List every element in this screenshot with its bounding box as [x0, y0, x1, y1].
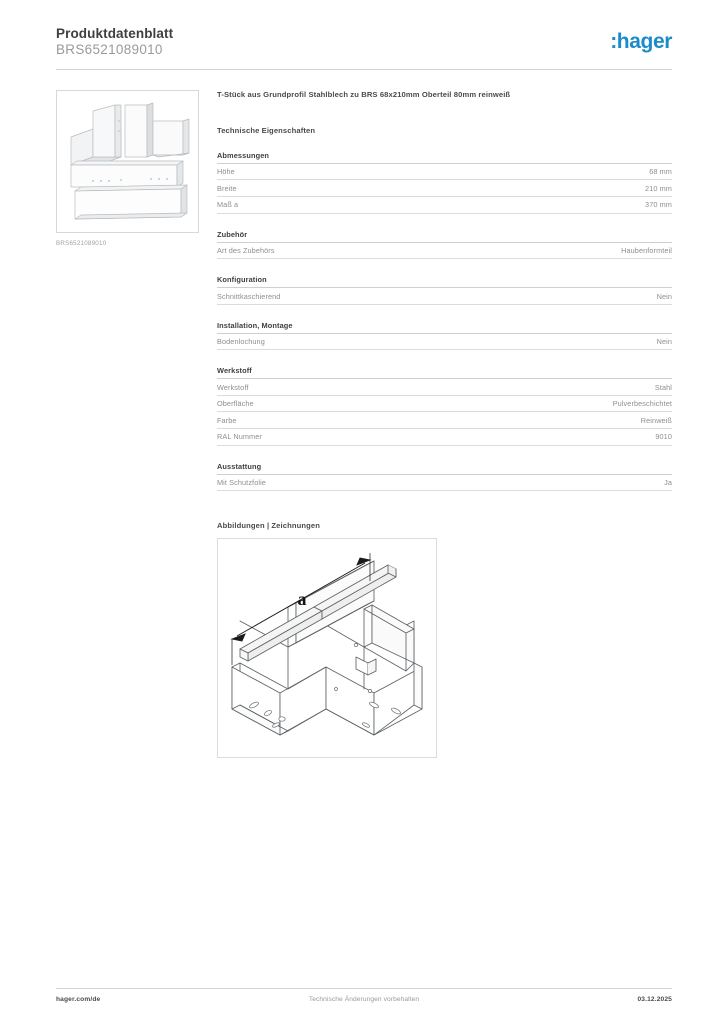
- technical-drawing: [217, 538, 437, 758]
- spec-group-title: Werkstoff: [217, 366, 672, 379]
- footer-disclaimer: Technische Änderungen vorbehalten: [308, 996, 420, 1003]
- spec-label: Werkstoff: [217, 382, 249, 392]
- page-header: [56, 26, 672, 70]
- spec-row: [217, 334, 672, 351]
- dimension-label-a: a: [297, 589, 307, 610]
- spec-group-title: Ausstattung: [217, 462, 672, 475]
- product-name: T-Stück aus Grundprofil Stahlblech zu BRS 68x210mm Oberteil 80mm reinweiß: [217, 90, 511, 99]
- spec-group: [217, 366, 672, 445]
- spec-label: Art des Zubehörs: [217, 245, 275, 255]
- spec-label: Breite: [217, 183, 237, 193]
- spec-row: [217, 475, 672, 492]
- spec-value: 68 mm: [649, 167, 672, 177]
- hager-logo: :hager: [610, 30, 672, 53]
- spec-value: 9010: [655, 432, 672, 442]
- header-title-block: [56, 26, 173, 58]
- product-reference-subtitle: BRS6521089010: [56, 41, 163, 57]
- drawings-heading: Abbildungen | Zeichnungen: [217, 521, 320, 531]
- datasheet-content: [217, 90, 672, 758]
- product-photo-caption: BRS6521089010: [56, 240, 107, 247]
- footer-website[interactable]: hager.com/de: [56, 996, 101, 1003]
- spec-label: Maß a: [217, 200, 239, 210]
- technical-properties-heading: Technische Eigenschaften: [217, 125, 316, 135]
- spec-label: RAL Nummer: [217, 432, 262, 442]
- spec-group-title: Zubehör: [217, 230, 672, 243]
- header-divider: [56, 69, 672, 70]
- spec-row: [217, 197, 672, 214]
- spec-group-title: Konfiguration: [217, 275, 672, 288]
- spec-value: Stahl: [654, 382, 672, 392]
- spec-value: Nein: [656, 291, 672, 301]
- spec-row: [217, 396, 672, 413]
- spec-group: [217, 275, 672, 305]
- spec-row: [217, 412, 672, 429]
- spec-group: [217, 230, 672, 260]
- spec-label: Farbe: [217, 415, 237, 425]
- spec-row: [217, 164, 672, 181]
- spec-row: [217, 288, 672, 305]
- footer-date: 03.12.2025: [637, 996, 672, 1003]
- page-footer: [56, 996, 672, 1010]
- spec-label: Höhe: [217, 167, 235, 177]
- spec-value: Ja: [664, 478, 672, 488]
- spec-value: Haubenformteil: [621, 245, 672, 255]
- spec-value: Pulverbeschichtet: [612, 399, 672, 409]
- product-photo: [56, 90, 199, 233]
- spec-group-title: Abmessungen: [217, 151, 672, 164]
- spec-label: Mit Schutzfolie: [217, 478, 266, 488]
- spec-group: [217, 321, 672, 351]
- page-title: Produktdatenblatt: [56, 26, 174, 41]
- spec-value: 210 mm: [645, 183, 672, 193]
- product-photo-illustration: [57, 91, 198, 232]
- technical-drawing-illustration: [218, 539, 436, 757]
- spec-row: [217, 180, 672, 197]
- spec-label: Oberfläche: [217, 399, 254, 409]
- spec-value: Reinweiß: [640, 415, 672, 425]
- spec-row: [217, 429, 672, 446]
- spec-row: [217, 379, 672, 396]
- spec-row: [217, 243, 672, 260]
- footer-divider: [56, 988, 672, 989]
- spec-group: [217, 462, 672, 492]
- spec-group-title: Installation, Montage: [217, 321, 672, 334]
- spec-value: Nein: [656, 337, 672, 347]
- spec-group: [217, 151, 672, 214]
- spec-label: Bodenlochung: [217, 337, 265, 347]
- spec-groups: [217, 151, 672, 491]
- spec-value: 370 mm: [645, 200, 672, 210]
- spec-label: Schnittkaschierend: [217, 291, 281, 301]
